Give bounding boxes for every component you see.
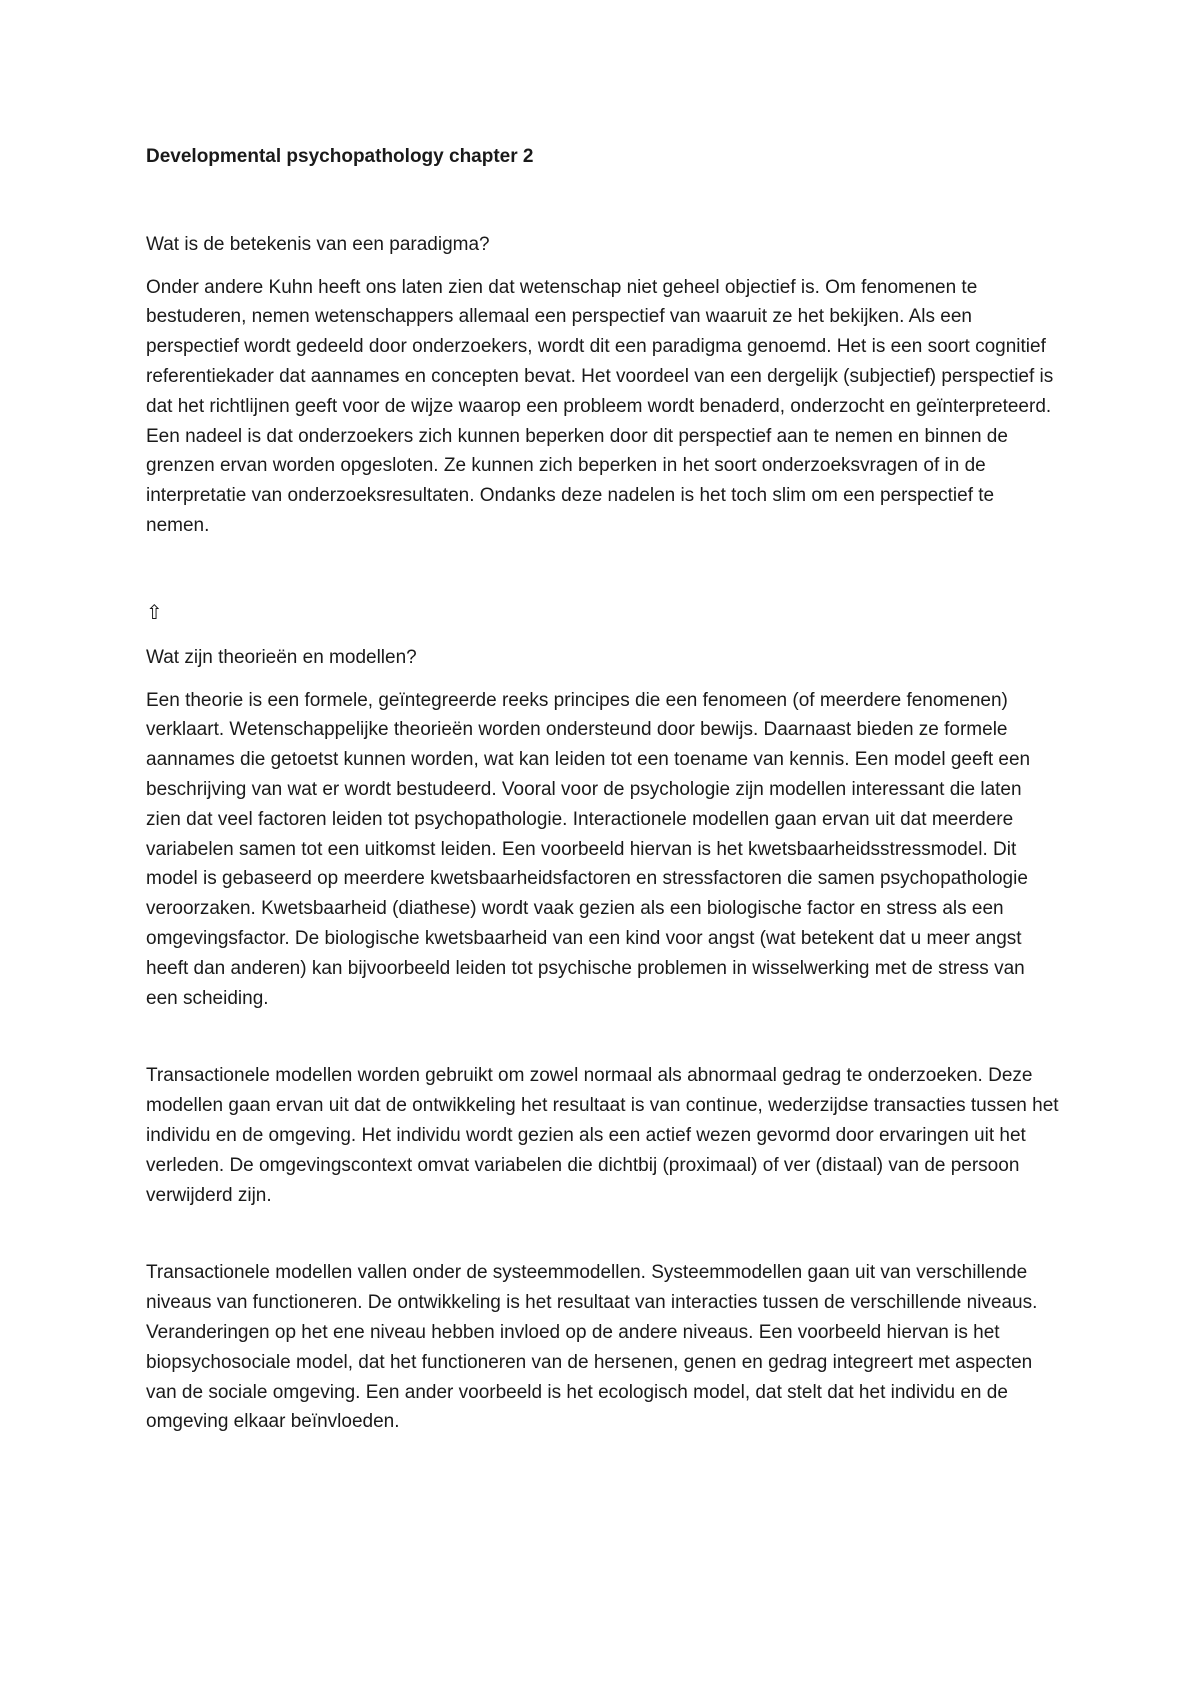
document-title: Developmental psychopathology chapter 2 xyxy=(146,146,534,167)
paragraph-theorie: Een theorie is een formele, geïntegreerde reeks principes die een fenomeen (of meerdere fenomenen) verklaart. Wetenschappelijke theorieën worden ondersteund door bewijs. Daarnaast bieden ze formele aannames die getoetst kunnen worden, wat kan leiden tot een toename van kennis. Een model geeft een beschrijving van wat er wordt bestudeerd. Vooral voor de psychologie zijn modellen interessant die laten zien dat veel factoren leiden tot psychopathologie. Interactionele modellen gaan ervan uit dat meerdere variabelen samen tot een uitkomst leiden. Een voorbeeld hiervan is het kwetsbaarheidsstressmodel. Dit model is gebaseerd op meerdere kwetsbaarheidsfactoren en stressfactoren die samen psychopathologie veroorzaken. Kwetsbaarheid (diathese) wordt vaak gezien als een biologische factor en stress als een omgevingsfactor. De biologische kwetsbaarheid van een kind voor angst (wat betekent dat u meer angst heeft dan anderen) kan bijvoorbeeld leiden tot psychische problemen in wisselwerking met de stress van een scheiding. xyxy=(146,689,1031,1009)
paragraph-transactionele-modellen: Transactionele modellen worden gebruikt om zowel normaal als abnormaal gedrag te onderzoeken. Deze modellen gaan ervan uit dat de ontwikkeling het resultaat is van continue, wederzijdse transacties tussen het individu en de omgeving. Het individu wordt gezien als een actief wezen gevormd door ervaringen uit het verleden. De omgevingscontext omvat variabelen die dichtbij (proximaal) of ver (distaal) van de persoon verwijderd zijn. xyxy=(146,1065,1059,1206)
document-body xyxy=(146,142,1061,1450)
up-arrow-icon: ⇧ xyxy=(146,601,163,624)
paragraph-paradigma: Onder andere Kuhn heeft ons laten zien dat wetenschap niet geheel objectief is. Om fenomenen te bestuderen, nemen wetenschappers allemaal een perspectief van waaruit ze het bekijken. Als een perspectief wordt gedeeld door onderzoekers, wordt dit een paradigma genoemd. Het is een soort cognitief referentiekader dat aannames en concepten bevat. Het voordeel van een dergelijk (subjectief) perspectief is dat het richtlijnen geeft voor de wijze waarop een probleem wordt benaderd, onderzocht en geïnterpreteerd. Een nadeel is dat onderzoekers zich kunnen beperken door dit perspectief aan te nemen en binnen de grenzen ervan worden opgesloten. Ze kunnen zich beperken in het soort onderzoeksvragen of in de interpretatie van onderzoeksresultaten. Ondanks deze nadelen is het toch slim om een perspectief te nemen. xyxy=(146,276,1054,536)
section-heading-paradigma: Wat is de betekenis van een paradigma? xyxy=(146,233,490,255)
section-heading-theorieen: Wat zijn theorieën en modellen? xyxy=(146,646,417,668)
paragraph-systeemmodellen: Transactionele modellen vallen onder de systeemmodellen. Systeemmodellen gaan uit van verschillende niveaus van functioneren. De ontwikkeling is het resultaat van interacties tussen de verschillende niveaus. Veranderingen op het ene niveau hebben invloed op de andere niveaus. Een voorbeeld hiervan is het biopsychosociale model, dat het functioneren van de hersenen, genen en gedrag integreert met aspecten van de sociale omgeving. Een ander voorbeeld is het ecologisch model, dat stelt dat het individu en de omgeving elkaar beïnvloeden. xyxy=(146,1262,1038,1433)
